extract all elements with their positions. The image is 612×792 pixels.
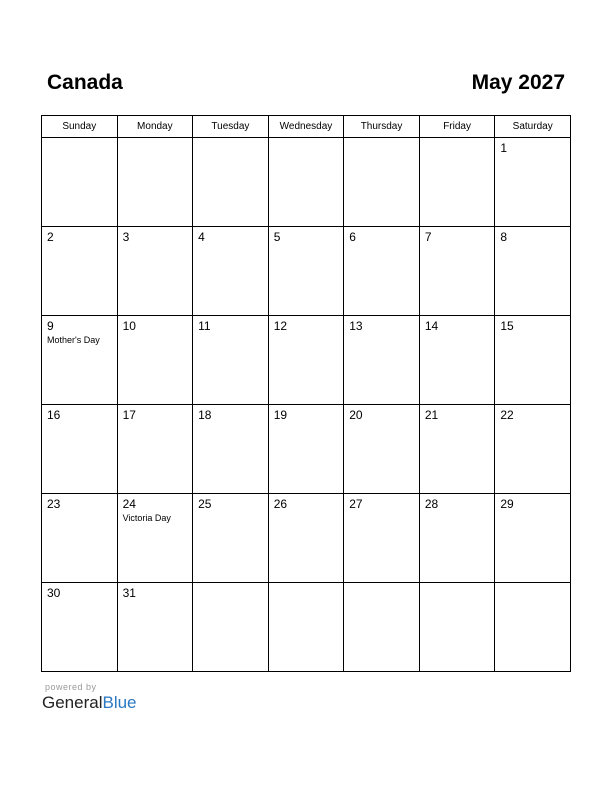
day-cell: [42, 583, 118, 672]
weekday-sunday: Sunday: [42, 116, 118, 138]
day-number: 4: [198, 230, 205, 244]
day-cell: [117, 583, 193, 672]
day-cell: [117, 138, 193, 227]
day-number: 12: [273, 319, 288, 333]
day-cell: [419, 583, 495, 672]
calendar-body: [42, 138, 571, 672]
day-cell: [117, 227, 193, 316]
day-number: 8: [500, 230, 508, 244]
day-cell: [344, 316, 420, 405]
day-number: 21: [424, 408, 439, 422]
week-row: [42, 494, 571, 583]
day-cell: [193, 316, 269, 405]
week-row: [42, 405, 571, 494]
week-row: [42, 316, 571, 405]
day-number: 11: [198, 319, 211, 333]
day-cell: [344, 494, 420, 583]
day-cell: [193, 227, 269, 316]
day-number: 13: [349, 319, 363, 333]
day-cell: [117, 405, 193, 494]
weekday-saturday: Saturday: [495, 116, 571, 138]
day-cell: [42, 405, 118, 494]
day-cell: [419, 405, 495, 494]
day-number: 29: [500, 497, 514, 511]
week-row: [42, 227, 571, 316]
day-cell: [42, 316, 118, 405]
day-cell: [193, 138, 269, 227]
day-cell: [42, 138, 118, 227]
day-cell: [419, 227, 495, 316]
weekday-monday: Monday: [117, 116, 193, 138]
day-cell: [268, 316, 344, 405]
day-number: 25: [198, 497, 212, 511]
day-number: 18: [198, 408, 212, 422]
day-cell: [268, 494, 344, 583]
day-number: 9: [47, 319, 54, 333]
day-number: 28: [424, 497, 439, 511]
day-cell: [193, 494, 269, 583]
weekday-header-row: [42, 116, 571, 138]
day-cell: [495, 494, 571, 583]
brand-blue-text: Blue: [102, 693, 137, 712]
holiday-label: Mother's Day: [47, 335, 100, 345]
day-cell: [268, 227, 344, 316]
brand-general-text: General: [42, 693, 103, 712]
week-row: [42, 138, 571, 227]
powered-by-text: powered by: [45, 682, 97, 692]
day-cell: [42, 494, 118, 583]
day-number: 6: [349, 230, 356, 244]
day-cell: [344, 227, 420, 316]
day-number: 15: [500, 319, 514, 333]
generalblue-logo: [42, 693, 137, 713]
day-number: 3: [122, 230, 130, 244]
weekday-wednesday: Wednesday: [268, 116, 344, 138]
day-number: 5: [273, 230, 281, 244]
day-cell: [344, 405, 420, 494]
day-cell: [419, 494, 495, 583]
day-number: 14: [424, 319, 439, 333]
day-cell: [344, 583, 420, 672]
day-number: 2: [47, 230, 54, 244]
day-cell: [419, 138, 495, 227]
week-row: [42, 583, 571, 672]
weekday-tuesday: Tuesday: [193, 116, 269, 138]
month-year-title: May 2027: [471, 71, 565, 94]
day-number: 22: [500, 408, 514, 422]
day-cell: [117, 316, 193, 405]
day-number: 7: [424, 230, 432, 244]
country-title: Canada: [47, 71, 123, 94]
holiday-label: Victoria Day: [122, 513, 171, 523]
day-number: 31: [122, 586, 136, 600]
day-cell: [117, 494, 193, 583]
day-cell: [193, 583, 269, 672]
day-number: 27: [349, 497, 363, 511]
day-number: 1: [500, 141, 508, 155]
day-number: 19: [273, 408, 288, 422]
day-number: 10: [122, 319, 136, 333]
day-cell: [268, 138, 344, 227]
day-number: 20: [349, 408, 363, 422]
day-cell: [193, 405, 269, 494]
day-cell: [495, 138, 571, 227]
day-cell: [419, 316, 495, 405]
day-cell: [268, 405, 344, 494]
day-cell: [495, 405, 571, 494]
day-number: 26: [273, 497, 288, 511]
day-number: 30: [47, 586, 61, 600]
day-number: 23: [47, 497, 61, 511]
day-number: 24: [122, 497, 136, 511]
day-cell: [495, 316, 571, 405]
day-cell: [268, 583, 344, 672]
day-cell: [344, 138, 420, 227]
day-number: 16: [47, 408, 61, 422]
day-cell: [42, 227, 118, 316]
weekday-thursday: Thursday: [344, 116, 420, 138]
calendar-grid: [41, 115, 571, 672]
weekday-friday: Friday: [419, 116, 495, 138]
day-cell: [495, 583, 571, 672]
day-number: 17: [122, 408, 136, 422]
day-cell: [495, 227, 571, 316]
